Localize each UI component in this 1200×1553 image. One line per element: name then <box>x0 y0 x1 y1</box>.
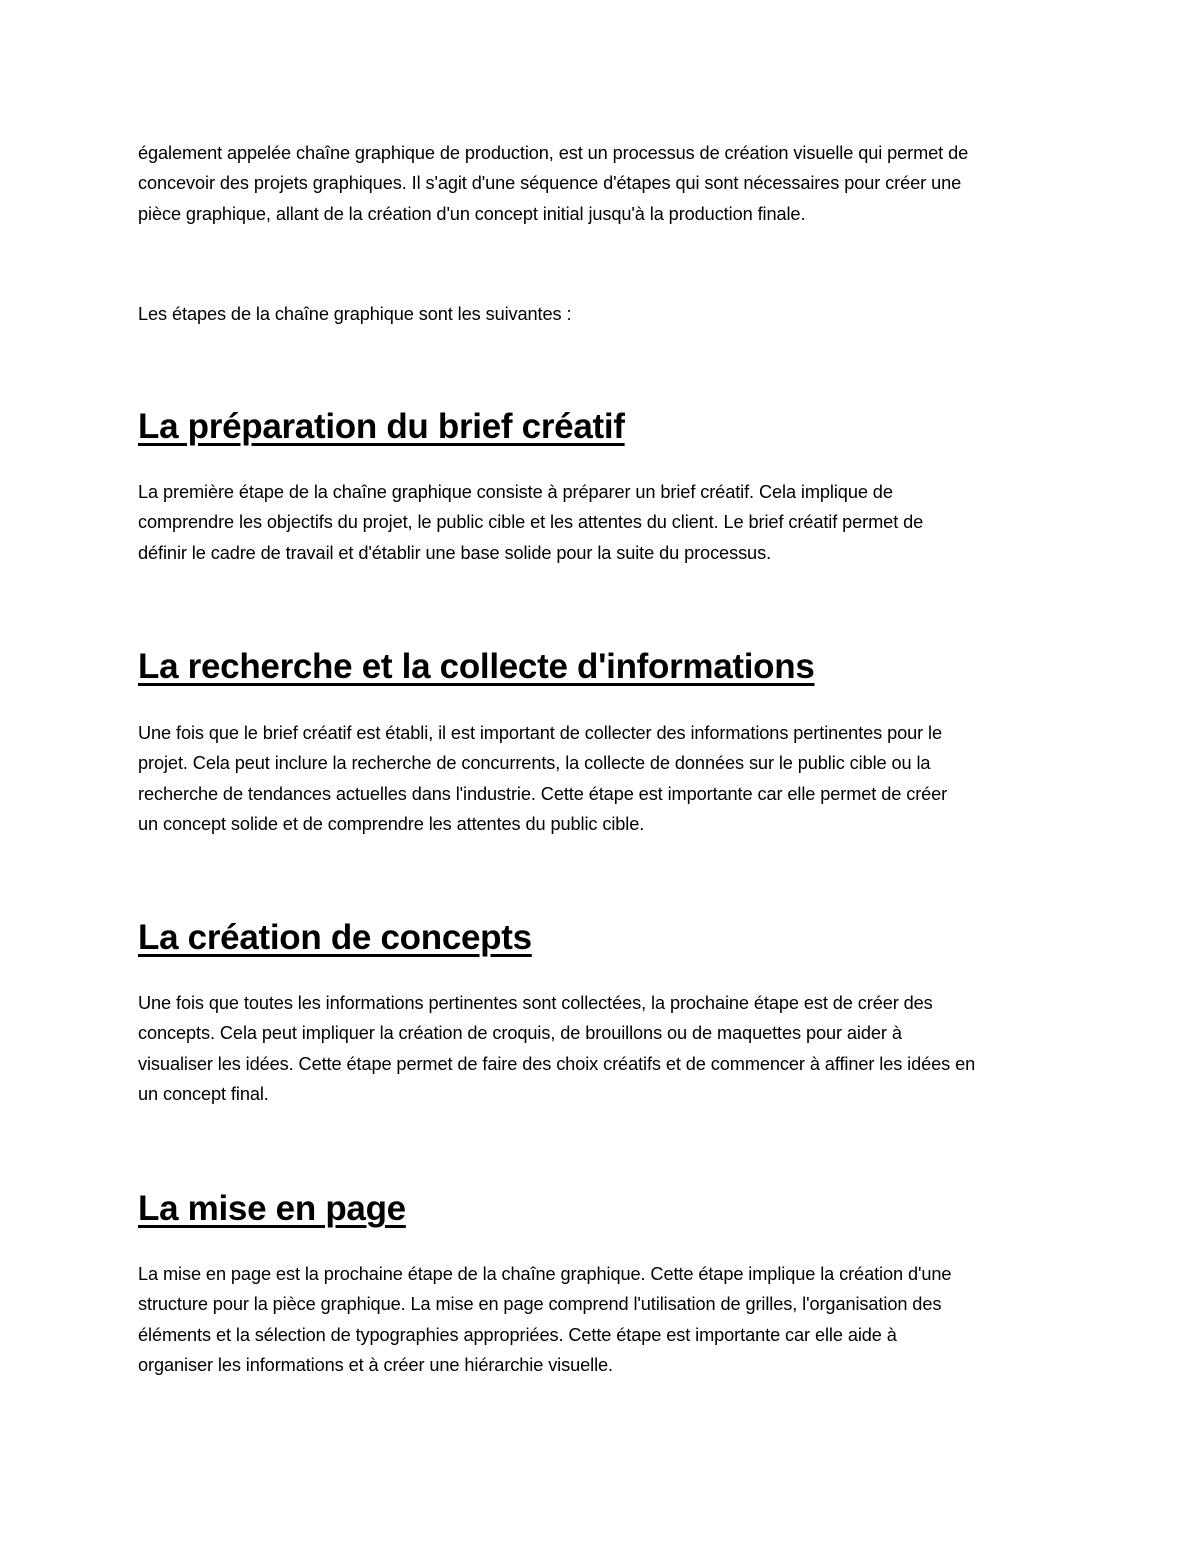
steps-intro-paragraph <box>138 299 1068 329</box>
intro-line: pièce graphique, allant de la création d'un concept initial jusqu'à la production finale. <box>138 203 806 224</box>
paragraph-line: projet. Cela peut inclure la recherche de concurrents, la collecte de données sur le public cible ou la <box>138 753 931 774</box>
steps-intro-line: Les étapes de la chaîne graphique sont les suivantes : <box>138 304 572 324</box>
paragraph-line: un concept final. <box>138 1083 269 1104</box>
paragraph-line: structure pour la pièce graphique. La mise en page comprend l'utilisation de grilles, l'organisation des <box>138 1294 942 1315</box>
section-paragraph-concepts <box>138 988 1068 1109</box>
paragraph-line: Une fois que le brief créatif est établi, il est important de collecter des informations pertinentes pour le <box>138 723 943 743</box>
paragraph-line: visualiser les idées. Cette étape permet de faire des choix créatifs et de commencer à affiner les idées en <box>138 1053 976 1074</box>
section-heading-research: La recherche et la collecte d'informations <box>138 647 815 686</box>
section-heading-brief: La préparation du brief créatif <box>138 407 625 446</box>
paragraph-line: Une fois que toutes les informations pertinentes sont collectées, la prochaine étape est de créer des <box>138 993 933 1013</box>
section-paragraph-research <box>138 718 1068 839</box>
intro-line: concevoir des projets graphiques. Il s'agit d'une séquence d'étapes qui sont nécessaires pour créer une <box>138 173 962 194</box>
section-heading-layout: La mise en page <box>138 1189 406 1228</box>
paragraph-line: concepts. Cela peut impliquer la création de croquis, de brouillons ou de maquettes pour aider à <box>138 1023 902 1044</box>
paragraph-line: comprendre les objectifs du projet, le public cible et les attentes du client. Le brief créatif permet de <box>138 512 924 533</box>
paragraph-line: un concept solide et de comprendre les attentes du public cible. <box>138 813 645 834</box>
intro-line: également appelée chaîne graphique de production, est un processus de création visuelle qui permet de <box>138 143 969 163</box>
section-heading-concepts: La création de concepts <box>138 918 532 957</box>
paragraph-line: La première étape de la chaîne graphique consiste à préparer un brief créatif. Cela implique de <box>138 482 893 502</box>
paragraph-line: La mise en page est la prochaine étape de la chaîne graphique. Cette étape implique la création d'une <box>138 1264 952 1284</box>
section-paragraph-layout <box>138 1259 1068 1380</box>
paragraph-line: recherche de tendances actuelles dans l'industrie. Cette étape est importante car elle permet de créer <box>138 783 948 804</box>
intro-paragraph <box>138 138 1068 229</box>
paragraph-line: définir le cadre de travail et d'établir une base solide pour la suite du processus. <box>138 542 772 563</box>
section-paragraph-brief <box>138 477 1068 568</box>
paragraph-line: organiser les informations et à créer une hiérarchie visuelle. <box>138 1354 613 1375</box>
paragraph-line: éléments et la sélection de typographies appropriées. Cette étape est importante car elle aide à <box>138 1324 897 1345</box>
